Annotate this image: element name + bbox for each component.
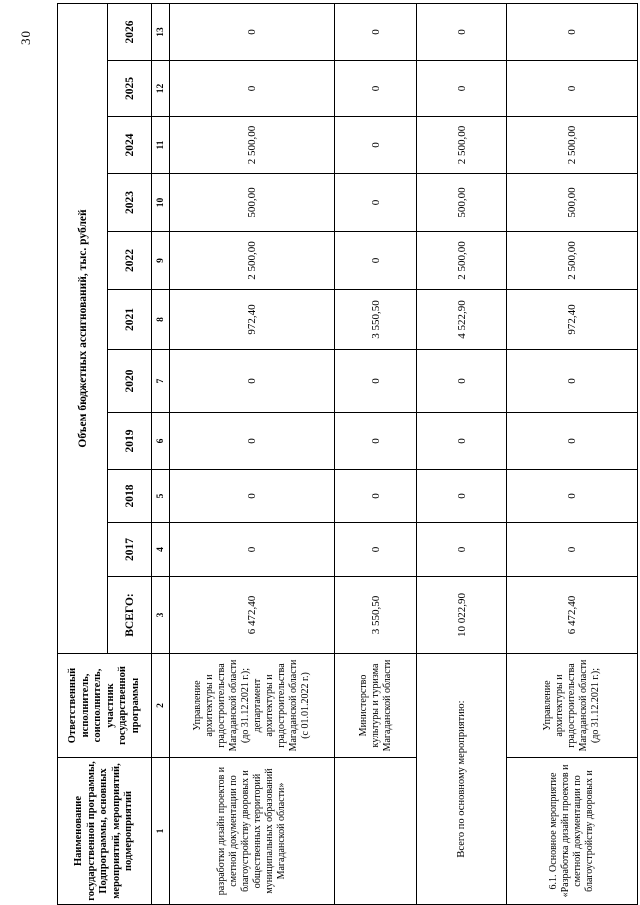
value-cell: 0 — [417, 350, 507, 413]
value-cell: 972,40 — [170, 290, 335, 350]
page-number: 30 — [18, 30, 33, 45]
value-cell: 0 — [170, 470, 335, 523]
value-cell: 0 — [507, 413, 638, 470]
period-header-cell: 2018 — [108, 470, 152, 523]
table-body — [170, 3, 638, 904]
table-header — [58, 3, 170, 904]
period-header-cell: 2026 — [108, 3, 152, 60]
value-cell: 3 550,50 — [335, 290, 417, 350]
column-number-cell: 8 — [152, 290, 170, 350]
executor-cell: Министерство культуры и туризма Магаданской области — [335, 654, 417, 758]
value-cell: 4 522,90 — [417, 290, 507, 350]
name-cell: 6.1. Основное мероприятие «Разработка дизайн проектов и сметной документации по благоустройству дворовых и — [507, 758, 638, 905]
column-number-cell: 6 — [152, 413, 170, 470]
value-cell: 2 500,00 — [170, 117, 335, 174]
header-row-top — [58, 3, 108, 904]
value-cell: 0 — [417, 61, 507, 117]
value-cell: 0 — [335, 413, 417, 470]
period-header-cell: 2022 — [108, 232, 152, 290]
value-cell: 2 500,00 — [417, 232, 507, 290]
name-cell: разработки дизайн проектов и сметной документации по благоустройству дворовых и общественных территорий муниципальных образований Магаданской области» — [170, 758, 335, 905]
value-cell: 0 — [335, 174, 417, 232]
value-cell: 0 — [507, 470, 638, 523]
executor-cell: Управление архитектуры и градостроительства Магаданской области (до 31.12.2021 г.); — [507, 654, 638, 758]
value-cell: 0 — [335, 117, 417, 174]
value-cell: 3 550,50 — [335, 577, 417, 654]
column-number-cell: 10 — [152, 174, 170, 232]
value-cell: 0 — [170, 3, 335, 60]
period-header-cell: 2017 — [108, 523, 152, 577]
value-cell: 6 472,40 — [507, 577, 638, 654]
value-cell: 0 — [170, 350, 335, 413]
column-number-cell: 3 — [152, 577, 170, 654]
header-executor-column: Ответственный исполнитель, соисполнитель, участник государственной программы — [58, 654, 152, 758]
value-cell: 0 — [507, 3, 638, 60]
value-cell: 0 — [335, 523, 417, 577]
value-cell: 2 500,00 — [507, 232, 638, 290]
column-number-cell: 5 — [152, 470, 170, 523]
table-row — [170, 3, 335, 904]
table-row — [417, 3, 507, 904]
value-cell: 0 — [507, 523, 638, 577]
value-cell: 0 — [417, 3, 507, 60]
period-header-cell: 2021 — [108, 290, 152, 350]
value-cell: 0 — [335, 232, 417, 290]
value-cell: 10 022,90 — [417, 577, 507, 654]
header-column-numbers-row — [152, 3, 170, 904]
column-number-cell: 4 — [152, 523, 170, 577]
budget-allocations-table — [57, 3, 638, 905]
value-cell: 0 — [170, 413, 335, 470]
column-number-cell: 7 — [152, 350, 170, 413]
value-cell: 0 — [417, 413, 507, 470]
value-cell: 0 — [335, 61, 417, 117]
value-cell: 0 — [170, 523, 335, 577]
period-header-cell: 2024 — [108, 117, 152, 174]
merged-total-label-cell: Всего по основному мероприятию: — [417, 654, 507, 905]
table-row — [507, 3, 638, 904]
value-cell: 972,40 — [507, 290, 638, 350]
value-cell: 0 — [417, 523, 507, 577]
value-cell: 2 500,00 — [170, 232, 335, 290]
value-cell: 6 472,40 — [170, 577, 335, 654]
column-number-cell: 2 — [152, 654, 170, 758]
value-cell: 0 — [335, 350, 417, 413]
period-header-cell: 2019 — [108, 413, 152, 470]
value-cell: 500,00 — [507, 174, 638, 232]
value-cell: 500,00 — [417, 174, 507, 232]
period-header-cell: 2023 — [108, 174, 152, 232]
header-name-column: Наименование государственной программы, Подпрограммы, основных мероприятий, мероприятий, подмероприятий — [58, 758, 152, 905]
header-volume-span: Объем бюджетных ассигнований, тыс. рублей — [58, 3, 108, 653]
value-cell: 0 — [507, 350, 638, 413]
period-header-cell: 2025 — [108, 61, 152, 117]
value-cell: 0 — [170, 61, 335, 117]
period-header-cell: ВСЕГО: — [108, 577, 152, 654]
value-cell: 0 — [417, 470, 507, 523]
column-number-cell: 9 — [152, 232, 170, 290]
value-cell: 0 — [507, 61, 638, 117]
column-number-cell: 13 — [152, 3, 170, 60]
period-header-cell: 2020 — [108, 350, 152, 413]
value-cell: 2 500,00 — [507, 117, 638, 174]
column-number-cell: 1 — [152, 758, 170, 905]
executor-cell: Управление архитектуры и градостроительства Магаданской области (до 31.12.2021 г.); департамент архитектуры и градостроительства Магаданской области (с 01.01.2022 г.) — [170, 654, 335, 758]
name-cell — [335, 758, 417, 905]
column-number-cell: 11 — [152, 117, 170, 174]
value-cell: 0 — [335, 470, 417, 523]
value-cell: 0 — [335, 3, 417, 60]
table-row — [335, 3, 417, 904]
value-cell: 500,00 — [170, 174, 335, 232]
column-number-cell: 12 — [152, 61, 170, 117]
value-cell: 2 500,00 — [417, 117, 507, 174]
